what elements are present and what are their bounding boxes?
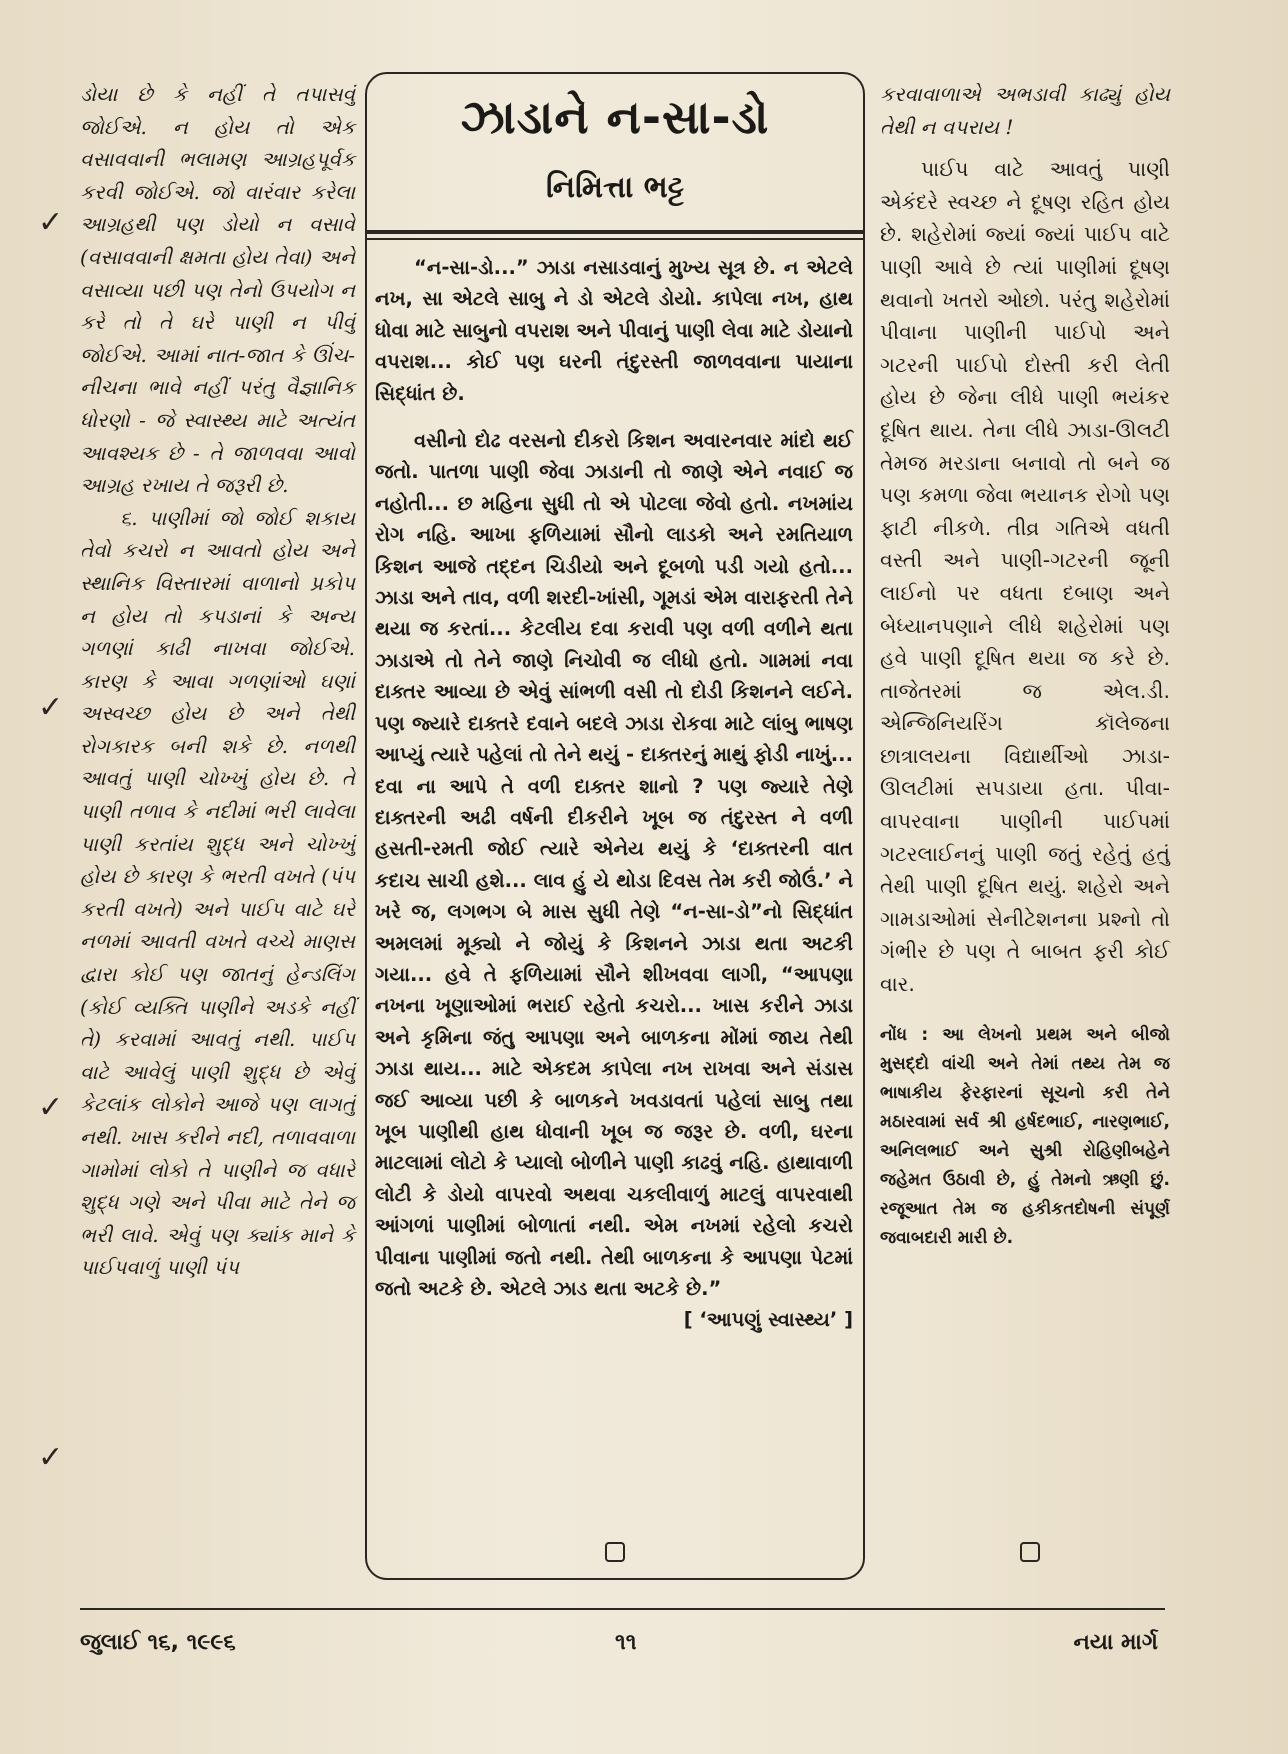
article-paragraph-1: “ન-સા-ડો...” ઝાડા નસાડવાનું મુખ્ય સૂત્ર છે. ન એટલે નખ, સા એટલે સાબુ ને ડો એટલે ડોયો. કાપેલા નખ, હાથ ધોવા માટે સાબુનો વપરાશ અને પીવાનું પાણી લેવા માટે ડોયાનો વપરાશ... કોઈ પણ ઘરની તંદુરસ્તી જાળવવાના પાયાના સિદ્ધાંત છે. [375, 256, 853, 405]
margin-tick-icon: ✓ [38, 1090, 64, 1125]
right-column [880, 78, 1170, 1253]
page-number: ૧૧ [615, 1630, 637, 1655]
left-paragraph-1: ડોયા છે કે નહીં તે તપાસવું જોઈએ. ન હોય તો એક વસાવવાની ભલામણ આગ્રહપૂર્વક કરવી જોઈએ. જો વારંવાર કરેલા આગ્રહથી પણ ડોયો ન વસાવે (વસાવવાની ક્ષમતા હોય તેવા) અને વસાવ્યા પછી પણ તેનો ઉપયોગ ન કરે તો તે ઘરે પાણી ન પીવું જોઈએ. આમાં નાત-જાત કે ઊંચ-નીચના ભાવે નહીં પરંતુ વૈજ્ઞાનિક ધોરણો - જે સ્વાસ્થ્ય માટે અત્યંત આવશ્યક છે - તે જાળવવા આવો આગ્રહ રખાય તે જરૂરી છે. [80, 82, 355, 498]
author-note: નોંધ : આ લેખનો પ્રથમ અને બીજો મુસદ્દો વાંચી અને તેમાં તથ્ય તેમ જ ભાષાકીય ફેરફારનાં સૂચનો કરી તેને મઠારવામાં સર્વ શ્રી હર્ષદભાઈ, નારણભાઈ, અનિલભાઈ અને સુશ્રી રોહિણીબહેને જહેમત ઉઠાવી છે, હું તેમનો ઋણી છું. રજૂઆત તેમ જ હકીકતદોષની સંપૂર્ણ જવાબદારી મારી છે. [880, 1024, 1170, 1248]
magazine-name: નયા માર્ગ [1073, 1630, 1158, 1655]
right-paragraph-1: કરવાવાળાએ અભડાવી કાઢ્યું હોય તેથી ન વપરાય ! [880, 82, 1170, 139]
left-column [80, 78, 355, 1284]
article-source: [ ‘આપણું સ્વાસ્થ્ય’ ] [683, 1308, 853, 1332]
left-paragraph-2: ૬. પાણીમાં જો જોઈ શકાય તેવો કચરો ન આવતો હોય અને સ્થાનિક વિસ્તારમાં વાળાનો પ્રકોપ ન હોય તો કપડાનાં કે અન્ય ગળણાં કાઢી નાખવા જોઈએ. કારણ કે આવા ગળણાંઓ ઘણાં અસ્વચ્છ હોય છે અને તેથી રોગકારક બની શકે છે. નળથી આવતું પાણી ચોખ્ખું હોય છે. તે પાણી તળાવ કે નદીમાં ભરી લાવેલા પાણી કરતાંય શુદ્ધ અને ચોખ્ખું હોય છે કારણ કે ભરતી વખતે (પંપ કરતી વખતે) અને પાઈપ વાટે ઘરે નળમાં આવતી વખતે વચ્ચે માણસ દ્વારા કોઈ પણ જાતનું હેન્ડલિંગ (કોઈ વ્યક્તિ પાણીને અડકે નહીં તે) કરવામાં આવતું નથી. પાઈપ વાટે આવેલું પાણી શુદ્ધ છે એવું કેટલાંક લોકોને આજે પણ લાગતું નથી. ખાસ કરીને નદી, તળાવવાળા ગામોમાં લોકો તે પાણીને જ વધારે શુદ્ધ ગણે અને પીવા માટે તેને જ ભરી લાવે. એવું પણ ક્યાંક માને કે પાઈપવાળું પાણી પંપ [80, 505, 355, 1280]
title-rule-thick [365, 230, 865, 234]
article-author: નિમિત્તા ભટ્ટ [545, 170, 685, 205]
article-title: ઝાડાને ન-સા-ડો [460, 90, 770, 144]
article-body [375, 252, 853, 1336]
end-mark-icon-right [1020, 1542, 1040, 1562]
margin-tick-icon: ✓ [38, 690, 64, 725]
end-mark-icon [605, 1542, 625, 1562]
margin-tick-icon: ✓ [38, 205, 64, 240]
footer-date: જુલાઈ ૧૬, ૧૯૯૬ [80, 1630, 236, 1655]
footer-rule [80, 1608, 1165, 1610]
title-rule-thin [365, 238, 865, 240]
right-paragraph-2: પાઈપ વાટે આવતું પાણી એકંદરે સ્વચ્છ ને દૂષણ રહિત હોય છે. શહેરોમાં જ્યાં જ્યાં પાઈપ વાટે પાણી આવે છે ત્યાં પાણીમાં દૂષણ થવાનો ખતરો ઓછો. પરંતુ શહેરોમાં પીવાના પાણીની પાઈપો અને ગટરની પાઈપો દોસ્તી કરી લેતી હોય છે જેના લીધે પાણી ભયંકર દૂષિત થાય. તેના લીધે ઝાડા-ઊલટી તેમજ મરડાના બનાવો તો બને જ પણ કમળા જેવા ભયાનક રોગો પણ ફાટી નીકળે. તીવ્ર ગતિએ વધતી વસ્તી અને પાણી-ગટરની જૂની લાઈનો પર વધતા દબાણ અને બેધ્યાનપણાને લીધે શહેરોમાં પણ હવે પાણી દૂષિત થયા જ કરે છે. તાજેતરમાં જ એલ.ડી. એન્જિનિયરિંગ કૉલેજના છાત્રાલયના વિદ્યાર્થીઓ ઝાડા-ઊલટીમાં સપડાયા હતા. પીવા-વાપરવાના પાણીની પાઈપમાં ગટરલાઈનનું પાણી જતું રહેતું હતું તેથી પાણી દૂષિત થયું. શહેરો અને ગામડાઓમાં સેનીટેશનના પ્રશ્નો તો ગંભીર છે પણ તે બાબત ફરી કોઈ વાર. [880, 157, 1170, 997]
article-paragraph-2: વસીનો દોઢ વરસનો દીકરો કિશન અવારનવાર માંદો થઈ જતો. પાતળા પાણી જેવા ઝાડાની તો જાણે એને નવાઈ જ નહોતી... છ મહિના સુધી તો એ પોટલા જેવો હતો. નખમાંય રોગ નહિ. આખા ફળિયામાં સૌનો લાડકો અને રમતિયાળ કિશન આજે તદ્દન ચિડીયો અને દૂબળો પડી ગયો હતો... ઝાડા અને તાવ, વળી શરદી-ખાંસી, ગૂમડાં એમ વારાફરતી તેને થયા જ કરતાં... કેટલીય દવા કરાવી પણ વળી વળીને થતા ઝાડાએ તો તેને જાણે નિચોવી જ લીધો હતો. ગામમાં નવા દાક્તર આવ્યા છે એવું સાંભળી વસી તો દોડી કિશનને લઈને. પણ જ્યારે દાક્તરે દવાને બદલે ઝાડા રોકવા માટે લાંબુ ભાષણ આપ્યું ત્યારે પહેલાં તો તેને થયું - દાક્તરનું માથું ફોડી નાખું... દવા ના આપે તે વળી દાક્તર શાનો ? પણ જ્યારે તેણે દાક્તરની અઢી વર્ષની દીકરીને ખૂબ જ તંદુરસ્ત ને વળી હસતી-રમતી જોઈ ત્યારે એનેય થયું કે ‘દાક્તરની વાત કદાચ સાચી હશે... લાવ હું યે થોડા દિવસ તેમ કરી જોઉં.’ ને ખરે જ, લગભગ બે માસ સુધી તેણે “ન-સા-ડો”નો સિદ્ધાંત અમલમાં મૂક્યો ને જોયું કે કિશનને ઝાડા થતા અટકી ગયા... હવે તે ફળિયામાં સૌને શીખવવા લાગી, “આપણા નખના ખૂણાઓમાં ભરાઈ રહેતો કચરો... ખાસ કરીને ઝાડા અને કૃમિના જંતુ આપણા અને બાળકના મોંમાં જાય તેથી ઝાડા થાય... માટે એકદમ કાપેલા નખ રાખવા અને સંડાસ જઈ આવ્યા પછી કે બાળકને ખવડાવતાં પહેલાં સાબુ તથા ખૂબ પાણીથી હાથ ધોવાની ખૂબ જ જરૂર છે. વળી, ઘરના માટલામાં લોટો કે પ્યાલો બોળીને પાણી કાઢવું નહિ. હાથાવાળી લોટી કે ડોયો વાપરવો અથવા ચકલીવાળું માટલું વાપરવાથી આંગળાં પાણીમાં બોળાતાં નથી. એમ નખમાં રહેલો કચરો પીવાના પાણીમાં જતો નથી. તેથી બાળકના કે આપણા પેટમાં જતો અટકે છે. એટલે ઝાડ થતા અટકે છે.” [375, 429, 853, 1300]
margin-tick-icon: ✓ [38, 1440, 64, 1475]
